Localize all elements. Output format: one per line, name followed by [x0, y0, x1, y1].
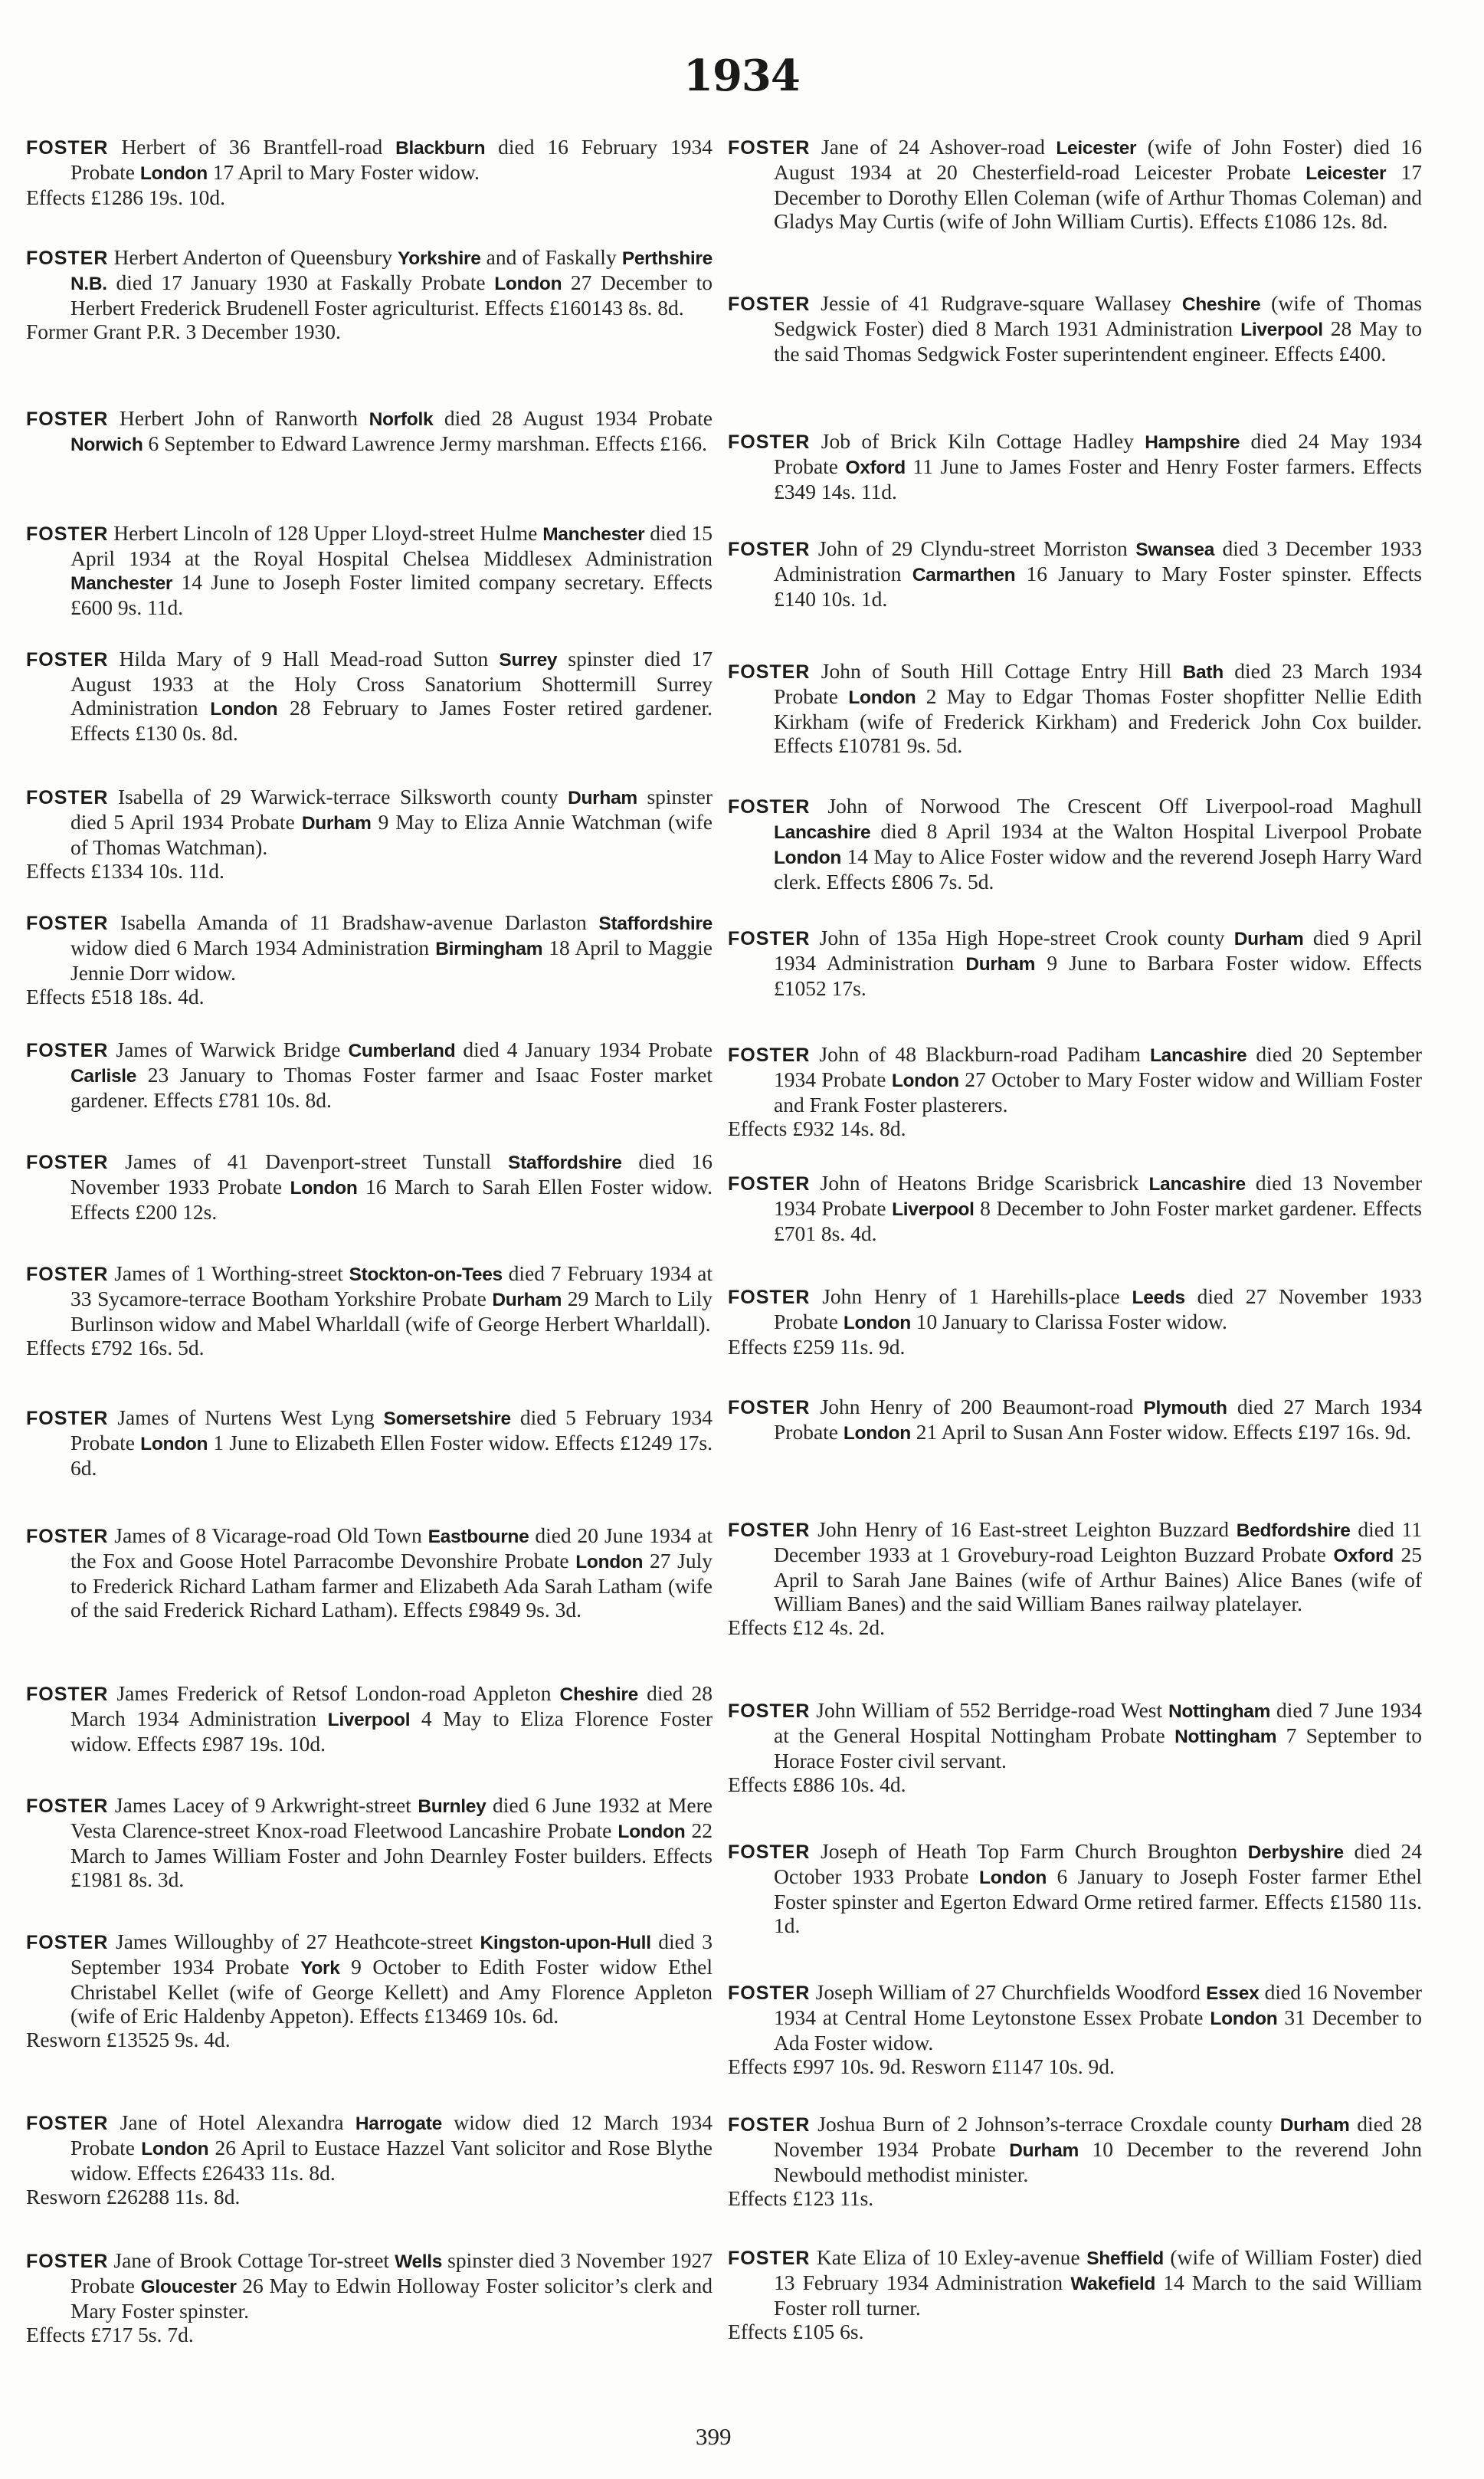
entry-text: James Frederick of Retsof London-road Appleton: [108, 1681, 560, 1705]
entry-text: 10 December to the reverend John Newbould methodist minister.: [774, 2137, 1423, 2186]
entry-text: spinster died 5 April 1934 Probate: [70, 785, 713, 834]
entry-text: 31 December to Ada Foster widow.: [774, 2005, 1422, 2054]
entry-text: 27 December to Herbert Frederick Brudenell Foster agriculturist. Effects £160143 8s. 8d.: [70, 271, 713, 320]
entry-text: 6 January to Joseph Foster farmer Ethel Foster spinster and Egerton Edward Orme retired farmer. Effects £1580 11s. 1d.: [774, 1864, 1422, 1937]
entry-surname: FOSTER: [728, 431, 811, 453]
entry-text: 27 July to Frederick Richard Latham farmer and Elizabeth Ada Sarah Latham (wife of the said Frederick Richard Latham). Effects £9849 9s. 3d.: [70, 1549, 713, 1622]
entry-surname: FOSTER: [728, 928, 811, 949]
entry-effects-line: Effects £12 4s. 2d.: [728, 1615, 885, 1639]
entry-place: Perthshire N.B.: [70, 248, 713, 294]
entry-place: Wakefield: [1070, 2274, 1156, 2294]
entry-surname: FOSTER: [26, 1040, 109, 1061]
entry-surname: FOSTER: [728, 1700, 811, 1722]
entry-text: 6 September to Edward Lawrence Jermy marshman. Effects £166.: [143, 431, 707, 455]
entry-text: 16 March to Sarah Ellen Foster widow. Effects £200 12s.: [70, 1175, 713, 1224]
entry-text: 28 May to the said Thomas Sedgwick Foster superintendent engineer. Effects £400.: [774, 316, 1422, 366]
entry-place: Durham: [965, 954, 1036, 975]
entry-surname: FOSTER: [26, 1408, 109, 1429]
probate-entry: [728, 926, 1422, 1000]
entry-surname: FOSTER: [26, 913, 109, 934]
entry-text: died 15 April 1934 at the Royal Hospital Chelsea Middlesex Administration: [70, 521, 713, 570]
entry-text: died 3 December 1933 Administration: [774, 536, 1422, 585]
entry-text: 28 February to James Foster retired gardener. Effects £130 0s. 8d.: [70, 696, 713, 745]
entry-place: London: [1210, 2008, 1278, 2029]
entry-place: Essex: [1206, 1983, 1260, 2004]
entry-place: London: [140, 1434, 208, 1454]
entry-effects-line: Effects £717 5s. 7d.: [26, 2323, 194, 2346]
entry-place: Liverpool: [1240, 320, 1323, 340]
entry-text: Isabella Amanda of 11 Bradshaw-avenue Darlaston: [108, 910, 599, 934]
entry-place: Staffordshire: [598, 913, 713, 934]
entry-surname: FOSTER: [728, 2248, 811, 2269]
entry-effects-line: Resworn £26288 11s. 8d.: [26, 2185, 241, 2208]
entry-text: died 13 November 1934 Probate: [774, 1171, 1422, 1220]
entry-text: John of South Hill Cottage Entry Hill: [810, 659, 1183, 683]
entry-text: 9 October to Edith Foster widow Ethel Christabel Kellet (wife of George Kellett) and Amy Florence Appleton (wife of Eric Haldenby Appeton). Effects £13469 10s. 6d.: [70, 1955, 713, 2028]
entry-place: Durham: [1233, 929, 1304, 949]
entry-text: 10 January to Clarissa Foster widow.: [910, 1310, 1227, 1333]
entry-text: 16 January to Mary Foster spinster. Effects £140 10s. 1d.: [774, 562, 1422, 611]
entry-surname: FOSTER: [728, 293, 811, 315]
entry-place: Staffordshire: [508, 1153, 622, 1173]
entry-text: 2 May to Edgar Thomas Foster shopfitter Nellie Edith Kirkham (wife of Frederick Kirkham) and Frederick John Cox builder. Effects £10781 9s. 5d.: [774, 684, 1422, 757]
entry-place: Cumberland: [348, 1041, 456, 1061]
probate-entry: [26, 1523, 713, 1622]
entry-place: Carlisle: [70, 1066, 137, 1087]
entry-surname: FOSTER: [728, 1173, 811, 1195]
entry-place: Harrogate: [355, 2113, 442, 2134]
entry-effects-line: Effects £123 11s.: [728, 2186, 874, 2210]
entry-text: 1 June to Elizabeth Ellen Foster widow. Effects £1249 17s. 6d.: [70, 1431, 713, 1480]
entry-place: Carmarthen: [912, 565, 1016, 585]
entry-place: London: [141, 2139, 209, 2159]
entry-text: Joseph of Heath Top Farm Church Broughton: [810, 1839, 1248, 1863]
entry-text: Kate Eliza of 10 Exley-avenue: [810, 2245, 1087, 2269]
entry-text: 17 April to Mary Foster widow.: [207, 160, 480, 184]
entry-surname: FOSTER: [728, 796, 811, 818]
entry-place: Yorkshire: [398, 248, 481, 269]
probate-entry: [26, 2248, 713, 2346]
entry-text: John William of 552 Berridge-road West: [810, 1698, 1168, 1722]
entry-text: 14 March to the said William Foster roll turner.: [774, 2271, 1422, 2320]
entry-text: 18 April to Maggie Jennie Dorr widow.: [70, 936, 713, 985]
probate-entry: [728, 1042, 1422, 1140]
entry-text: Jane of Hotel Alexandra: [108, 2110, 355, 2134]
entry-place: Durham: [568, 788, 637, 808]
entry-place: Gloucester: [140, 2277, 237, 2297]
entry-surname: FOSTER: [26, 649, 109, 671]
entry-place: York: [300, 1958, 340, 1979]
entry-text: (wife of Thomas Sedgwick Foster) died 8 March 1931 Administration: [774, 291, 1423, 340]
entry-text: John of Heatons Bridge Scarisbrick: [810, 1171, 1149, 1195]
entry-place: Lancashire: [774, 822, 871, 843]
entry-text: John Henry of 16 East-street Leighton Buzzard: [810, 1517, 1237, 1541]
entry-place: Somersetshire: [383, 1408, 511, 1429]
entry-text: 22 March to James William Foster and John Dearnley Foster builders. Effects £1981 8s. 3d.: [70, 1818, 713, 1891]
probate-entry: [26, 1405, 713, 1480]
probate-entry: [26, 521, 713, 619]
entry-text: died 28 November 1934 Probate: [774, 2112, 1422, 2161]
entry-text: John of Norwood The Crescent Off Liverpool-road Maghull: [810, 794, 1422, 818]
entry-text: 25 April to Sarah Jane Baines (wife of Arthur Baines) Alice Banes (wife of William Banes) and the said William Banes railway platelayer.: [774, 1543, 1422, 1615]
entry-text: Jessie of 41 Rudgrave-square Wallasey: [810, 291, 1182, 315]
entry-place: London: [210, 699, 278, 720]
entry-surname: FOSTER: [728, 137, 811, 159]
entry-text: Joshua Burn of 2 Johnson’s-terrace Croxdale county: [810, 2112, 1280, 2136]
probate-entry: [26, 785, 713, 883]
entry-surname: FOSTER: [26, 2251, 109, 2272]
entry-surname: FOSTER: [26, 1795, 109, 1817]
entry-place: Liverpool: [327, 1710, 411, 1730]
entry-text: James of Warwick Bridge: [108, 1038, 349, 1061]
entry-surname: FOSTER: [26, 1264, 109, 1285]
probate-entry: [728, 536, 1422, 611]
probate-entry: [728, 1395, 1422, 1445]
entry-place: Plymouth: [1143, 1398, 1227, 1418]
probate-entry: [26, 135, 713, 209]
probate-entry: [728, 1517, 1422, 1639]
entry-place: Birmingham: [435, 939, 543, 959]
entry-effects-line: Effects £792 16s. 5d.: [26, 1336, 205, 1359]
entry-place: Leicester: [1305, 163, 1387, 184]
entry-text: Herbert Anderton of Queensbury: [108, 245, 398, 269]
entry-text: John Henry of 200 Beaumont-road: [810, 1395, 1144, 1418]
entry-text: 26 April to Eustace Hazzel Vant solicitor and Rose Blythe widow. Effects £26433 11s. 8d.: [70, 2136, 713, 2185]
entry-effects-line: Effects £997 10s. 9d. Resworn £1147 10s. 9d.: [728, 2054, 1115, 2078]
probate-entry: [728, 1980, 1422, 2078]
entry-text: James of 8 Vicarage-road Old Town: [108, 1523, 428, 1547]
probate-entry: [26, 1038, 713, 1112]
entry-surname: FOSTER: [728, 661, 811, 683]
entry-place: Liverpool: [892, 1199, 975, 1220]
page-year-heading: 1934: [683, 51, 800, 101]
entry-place: London: [843, 1313, 911, 1333]
entry-text: 9 May to Eliza Annie Watchman (wife of Thomas Watchman).: [70, 810, 713, 859]
entry-text: died 20 September 1934 Probate: [774, 1042, 1423, 1091]
entry-place: Norwich: [70, 434, 143, 455]
probate-entry: [728, 1284, 1422, 1359]
entry-place: Manchester: [70, 573, 173, 594]
entry-text: died 28 August 1934 Probate: [433, 406, 713, 430]
entry-place: London: [290, 1178, 358, 1199]
entry-text: died 23 March 1934 Probate: [774, 659, 1422, 708]
entry-place: Lancashire: [1149, 1045, 1247, 1066]
probate-entry: [26, 245, 713, 343]
entry-effects-line: Former Grant P.R. 3 December 1930.: [26, 320, 341, 343]
entry-text: died 6 June 1932 at Mere Vesta Clarence-street Knox-road Fleetwood Lancashire Probate: [70, 1793, 713, 1842]
probate-entry: [728, 659, 1422, 757]
entry-text: James Lacey of 9 Arkwright-street: [108, 1793, 418, 1817]
entry-place: Durham: [1009, 2140, 1079, 2161]
probate-entry: [728, 794, 1422, 894]
entry-place: Surrey: [499, 650, 558, 671]
probate-entry: [26, 647, 713, 745]
entry-text: died 3 September 1934 Probate: [70, 1930, 713, 1979]
entry-text: died 28 March 1934 Administration: [70, 1681, 713, 1730]
entry-text: (wife of William Foster) died 13 February 1934 Administration: [774, 2245, 1423, 2294]
entry-place: Swansea: [1135, 539, 1215, 560]
probate-entry: [26, 1261, 713, 1359]
entry-place: London: [494, 274, 562, 294]
entry-surname: FOSTER: [728, 1841, 811, 1863]
entry-surname: FOSTER: [26, 1526, 109, 1547]
entry-text: Herbert Lincoln of 128 Upper Lloyd-street Hulme: [108, 521, 543, 545]
entry-text: died 5 February 1934 Probate: [70, 1405, 713, 1454]
entry-text: Jane of 24 Ashover-road: [810, 135, 1056, 159]
entry-place: Oxford: [845, 457, 906, 478]
entry-text: and of Faskally: [480, 245, 622, 269]
entry-text: died 9 April 1934 Administration: [774, 926, 1422, 975]
entry-text: died 7 February 1934 at 33 Sycamore-terrace Bootham Yorkshire Probate: [70, 1261, 713, 1310]
entry-text: spinster died 3 November 1927 Probate: [70, 2248, 713, 2297]
probate-entry: [728, 1171, 1422, 1245]
entry-surname: FOSTER: [728, 539, 811, 560]
entry-place: Bedfordshire: [1236, 1520, 1351, 1541]
entry-text: 14 June to Joseph Foster limited company secretary. Effects £600 9s. 11d.: [70, 570, 713, 619]
entry-place: Lancashire: [1148, 1174, 1246, 1195]
entry-effects-line: Effects £518 18s. 4d.: [26, 985, 205, 1008]
entry-text: died 24 October 1933 Probate: [774, 1839, 1422, 1888]
probate-entry: [26, 1149, 713, 1224]
entry-place: London: [891, 1071, 959, 1091]
entry-text: Jane of Brook Cottage Tor-street: [108, 2248, 395, 2272]
entry-surname: FOSTER: [26, 248, 109, 269]
entry-place: Kingston-upon-Hull: [480, 1933, 651, 1953]
entry-place: Manchester: [542, 524, 645, 545]
entry-effects-line: Effects £886 10s. 4d.: [728, 1772, 906, 1796]
probate-entry: [728, 2112, 1422, 2210]
entry-text: Isabella of 29 Warwick-terrace Silksworth county: [108, 785, 568, 808]
entry-text: 11 June to James Foster and Henry Foster farmers. Effects £349 14s. 11d.: [774, 454, 1422, 503]
entry-text: died 11 December 1933 at 1 Grovebury-road Leighton Buzzard Probate: [774, 1517, 1423, 1566]
entry-text: Hilda Mary of 9 Hall Mead-road Sutton: [108, 647, 500, 671]
entry-place: London: [618, 1822, 686, 1842]
entry-text: James Willoughby of 27 Heathcote-street: [108, 1930, 480, 1953]
entry-text: died 27 November 1933 Probate: [774, 1284, 1422, 1333]
probate-entry: [26, 1793, 713, 1891]
probate-entry: [26, 1930, 713, 2051]
entry-place: Derbyshire: [1247, 1842, 1344, 1863]
entry-surname: FOSTER: [26, 2113, 109, 2134]
entry-text: James of Nurtens West Lyng: [108, 1405, 384, 1429]
entry-place: Norfolk: [369, 409, 434, 430]
entry-text: (wife of John Foster) died 16 August 1934 at 20 Chesterfield-road Leicester Probate: [774, 135, 1422, 184]
entry-text: 4 May to Eliza Florence Foster widow. Effects £987 19s. 10d.: [70, 1707, 713, 1756]
entry-text: died 16 February 1934 Probate: [70, 135, 713, 184]
entry-place: London: [843, 1423, 911, 1444]
entry-text: died 17 January 1930 at Faskally Probate: [106, 271, 495, 294]
entry-effects-line: Effects £1286 19s. 10d.: [26, 185, 225, 209]
entry-text: died 16 November 1933 Probate: [70, 1149, 713, 1199]
entry-place: Stockton-on-Tees: [349, 1264, 503, 1285]
entry-place: Cheshire: [1181, 294, 1261, 315]
entry-place: London: [575, 1552, 644, 1572]
probate-entry: [728, 135, 1422, 233]
entry-text: James of 41 Davenport-street Tunstall: [108, 1149, 509, 1173]
entry-place: Leicester: [1056, 138, 1137, 159]
entry-text: died 27 March 1934 Probate: [774, 1395, 1423, 1444]
entry-place: London: [848, 687, 916, 708]
entry-text: died 7 June 1934 at the General Hospital Nottingham Probate: [774, 1698, 1422, 1747]
entry-place: London: [979, 1867, 1047, 1888]
entry-text: died 8 April 1934 at the Walton Hospital Liverpool Probate: [870, 819, 1422, 843]
entry-place: Eastbourne: [428, 1526, 529, 1547]
probate-entry: [728, 2245, 1422, 2343]
probate-entry: [728, 1698, 1422, 1796]
entry-place: Hampshire: [1145, 432, 1240, 453]
probate-entry: [728, 291, 1422, 366]
entry-text: 23 January to Thomas Foster farmer and Isaac Foster market gardener. Effects £781 10s. 8d.: [70, 1063, 713, 1112]
entry-place: Durham: [1279, 2115, 1350, 2136]
entry-surname: FOSTER: [728, 2114, 811, 2136]
entry-surname: FOSTER: [26, 408, 109, 430]
entry-place: London: [774, 848, 841, 868]
entry-place: Durham: [492, 1290, 562, 1310]
entry-place: Bath: [1182, 662, 1224, 683]
probate-entry: [728, 1839, 1422, 1937]
probate-entry: [26, 406, 713, 457]
probate-entry: [728, 429, 1422, 503]
entry-surname: FOSTER: [728, 1044, 811, 1066]
entry-text: 29 March to Lily Burlinson widow and Mabel Wharldall (wife of George Herbert Wharldall).: [70, 1287, 713, 1336]
entry-text: 26 May to Edwin Holloway Foster solicitor’s clerk and Mary Foster spinster.: [70, 2274, 713, 2323]
entry-place: Nottingham: [1168, 1701, 1271, 1722]
entry-place: Oxford: [1333, 1546, 1394, 1566]
entry-place: Blackburn: [395, 138, 486, 159]
entry-text: Job of Brick Kiln Cottage Hadley: [810, 429, 1145, 453]
entry-text: James of 1 Worthing-street: [108, 1261, 349, 1285]
entry-effects-line: Effects £932 14s. 8d.: [728, 1117, 906, 1140]
entry-text: died 16 November 1934 at Central Home Leytonstone Essex Probate: [774, 1980, 1422, 2029]
entry-surname: FOSTER: [728, 1520, 811, 1541]
entry-text: Herbert of 36 Brantfell-road: [108, 135, 396, 159]
entry-text: 9 June to Barbara Foster widow. Effects £1052 17s.: [774, 951, 1422, 1000]
probate-entry: [26, 1681, 713, 1756]
entry-text: died 20 June 1934 at the Fox and Goose Hotel Parracombe Devonshire Probate: [70, 1523, 713, 1572]
entry-text: 14 May to Alice Foster widow and the reverend Joseph Harry Ward clerk. Effects £806 7s. 5d.: [774, 844, 1422, 894]
entry-text: Joseph William of 27 Churchfields Woodford: [810, 1980, 1207, 2004]
entry-surname: FOSTER: [728, 1397, 811, 1418]
entry-text: Herbert John of Ranworth: [108, 406, 369, 430]
entry-text: widow died 6 March 1934 Administration: [70, 936, 436, 959]
entry-text: died 4 January 1934 Probate: [455, 1038, 713, 1061]
entry-surname: FOSTER: [728, 1287, 811, 1308]
entry-place: Sheffield: [1086, 2248, 1164, 2269]
entry-text: widow died 12 March 1934 Probate: [70, 2110, 713, 2159]
entry-surname: FOSTER: [26, 1684, 109, 1705]
entry-effects-line: Effects £105 6s.: [728, 2320, 864, 2343]
entry-surname: FOSTER: [26, 523, 109, 545]
entry-surname: FOSTER: [26, 137, 109, 159]
entry-effects-line: Effects £259 11s. 9d.: [728, 1335, 906, 1359]
entry-text: John of 135a High Hope-street Crook county: [810, 926, 1234, 949]
page-number: 399: [696, 2423, 732, 2450]
entry-text: 7 September to Horace Foster civil servant.: [774, 1723, 1422, 1772]
entry-surname: FOSTER: [26, 787, 109, 808]
entry-text: John of 48 Blackburn-road Padiham: [810, 1042, 1150, 1066]
entry-place: Wells: [395, 2251, 443, 2272]
entry-text: John of 29 Clyndu-street Morriston: [810, 536, 1136, 560]
probate-entry: [26, 910, 713, 1008]
entry-text: died 24 May 1934 Probate: [774, 429, 1422, 478]
entry-place: Burnley: [418, 1796, 486, 1817]
entry-place: Leeds: [1132, 1287, 1185, 1308]
entry-place: Nottingham: [1174, 1726, 1277, 1747]
entry-text: spinster died 17 August 1933 at the Holy Cross Sanatorium Shottermill Surrey Administration: [70, 647, 713, 720]
entry-place: London: [139, 163, 208, 184]
entry-effects-line: Resworn £13525 9s. 4d.: [26, 2028, 231, 2051]
entry-text: 17 December to Dorothy Ellen Coleman (wife of Arthur Thomas Coleman) and Gladys May Curtis (wife of John William Curtis). Effects £1086 12s. 8d.: [774, 160, 1423, 233]
entry-place: Cheshire: [559, 1684, 638, 1705]
entry-text: 27 October to Mary Foster widow and William Foster and Frank Foster plasterers.: [774, 1067, 1422, 1117]
entry-text: 8 December to John Foster market gardener. Effects £701 8s. 4d.: [774, 1196, 1422, 1245]
entry-text: John Henry of 1 Harehills-place: [810, 1284, 1132, 1308]
entry-surname: FOSTER: [728, 1982, 811, 2004]
entry-surname: FOSTER: [26, 1152, 109, 1173]
entry-place: Durham: [301, 813, 372, 834]
entry-text: 21 April to Susan Ann Foster widow. Effects £197 16s. 9d.: [910, 1420, 1412, 1444]
probate-entry: [26, 2110, 713, 2208]
entry-surname: FOSTER: [26, 1932, 109, 1953]
entry-effects-line: Effects £1334 10s. 11d.: [26, 859, 224, 883]
